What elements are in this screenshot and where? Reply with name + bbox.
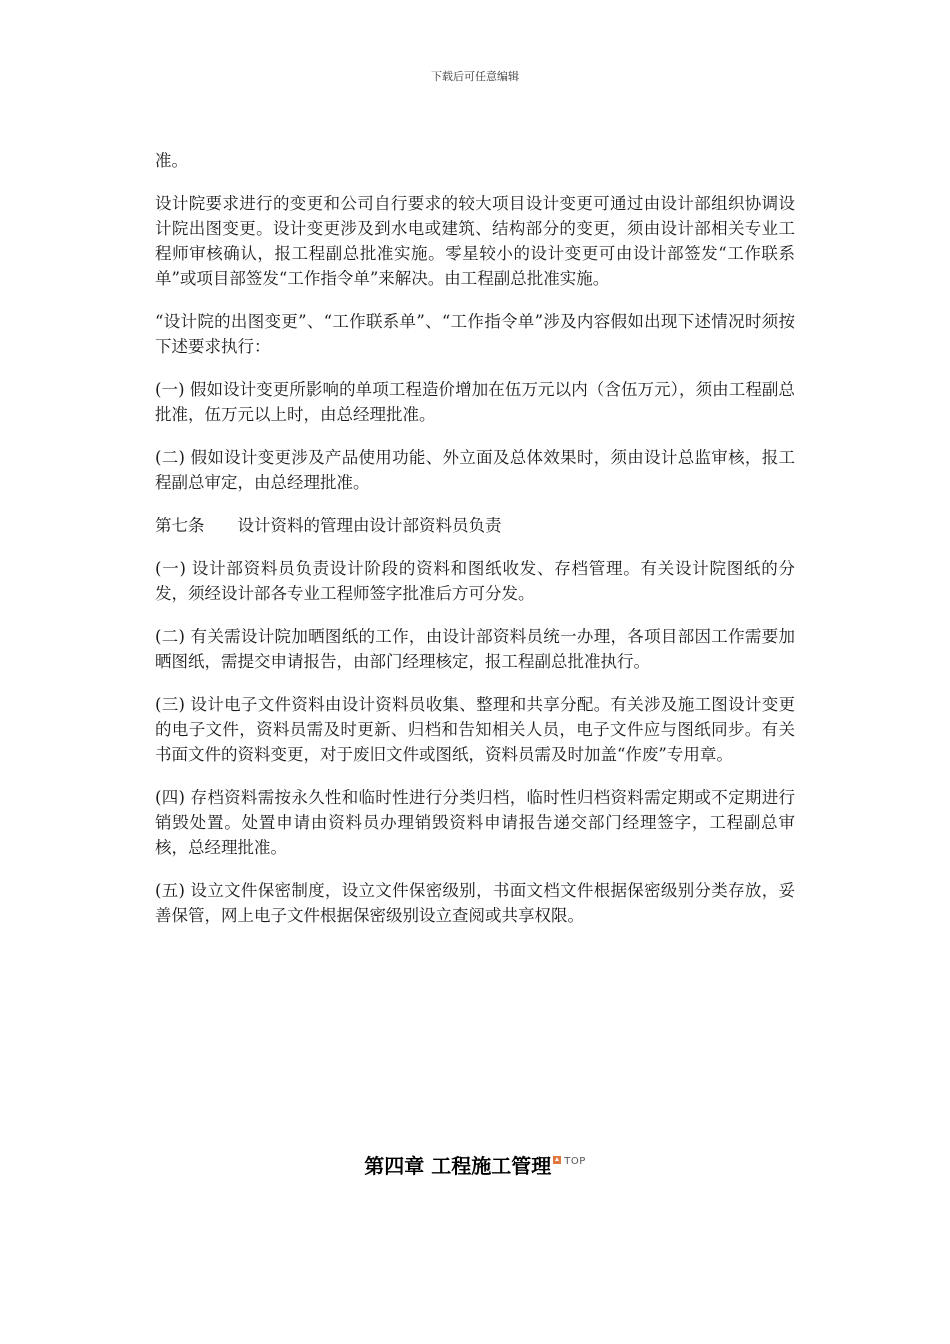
paragraph-design-change-process: 设计院要求进行的变更和公司自行要求的较大项目设计变更可通过由设计部组织协调设计院出图变更。设计变更涉及到水电或建筑、结构部分的变更，须由设计部相关专业工程师审核确认，报工程副总批准实施。零星较小的设计变更可由设计部签发“工作联系单”或项目部签发“工作指令单”来解决。由工程副总批准实施。	[155, 194, 795, 288]
paragraph-item-4-archiving: (四) 存档资料需按永久性和临时性进行分类归档，临时性归档资料需定期或不定期进行销毁处置。处置申请由资料员办理销毁资料申请报告递交部门经理签字，工程副总审核，总经理批准。	[155, 788, 795, 857]
paragraph-item-2-printing: (二) 有关需设计院加晒图纸的工作，由设计部资料员统一办理，各项目部因工作需要加晒图纸，需提交申请报告，由部门经理核定，报工程副总批准执行。	[155, 627, 795, 671]
chapter-heading	[0, 1150, 950, 1179]
arrow-up-icon	[553, 1156, 561, 1164]
document-body	[155, 148, 795, 946]
paragraph-item-3-electronic-files: (三) 设计电子文件资料由设计资料员收集、整理和共享分配。有关涉及施工图设计变更的电子文件，资料员需及时更新、归档和告知相关人员，电子文件应与图纸同步。有关书面文件的资料变更，对于废旧文件或图纸，资料员需及时加盖“作废”专用章。	[155, 695, 795, 764]
back-to-top-link[interactable]	[553, 1156, 586, 1167]
paragraph-change-requirements-intro: “设计院的出图变更”、“工作联系单”、“工作指令单”涉及内容假如出现下述情况时须按下述要求执行：	[155, 312, 795, 356]
paragraph-item-2-function-approval: (二) 假如设计变更涉及产品使用功能、外立面及总体效果时，须由设计总监审核，报工程副总审定，由总经理批准。	[155, 448, 795, 492]
back-to-top-label: TOP	[564, 1156, 586, 1167]
paragraph-continuation: 准。	[155, 151, 188, 170]
paragraph-item-1-document-management: (一) 设计部资料员负责设计阶段的资料和图纸收发、存档管理。有关设计院图纸的分发，须经设计部各专业工程师签字批准后方可分发。	[155, 559, 795, 603]
article-7-heading: 第七条 设计资料的管理由设计部资料员负责	[155, 516, 502, 535]
paragraph-item-5-confidentiality: (五) 设立文件保密制度，设立文件保密级别，书面文档文件根据保密级别分类存放，妥善保管，网上电子文件根据保密级别设立查阅或共享权限。	[155, 881, 795, 925]
page-header-note: 下载后可任意编辑	[431, 70, 519, 83]
paragraph-item-1-cost-approval: (一) 假如设计变更所影响的单项工程造价增加在伍万元以内（含伍万元），须由工程副总批准，伍万元以上时，由总经理批准。	[155, 380, 795, 424]
chapter-title: 第四章 工程施工管理	[364, 1154, 552, 1178]
